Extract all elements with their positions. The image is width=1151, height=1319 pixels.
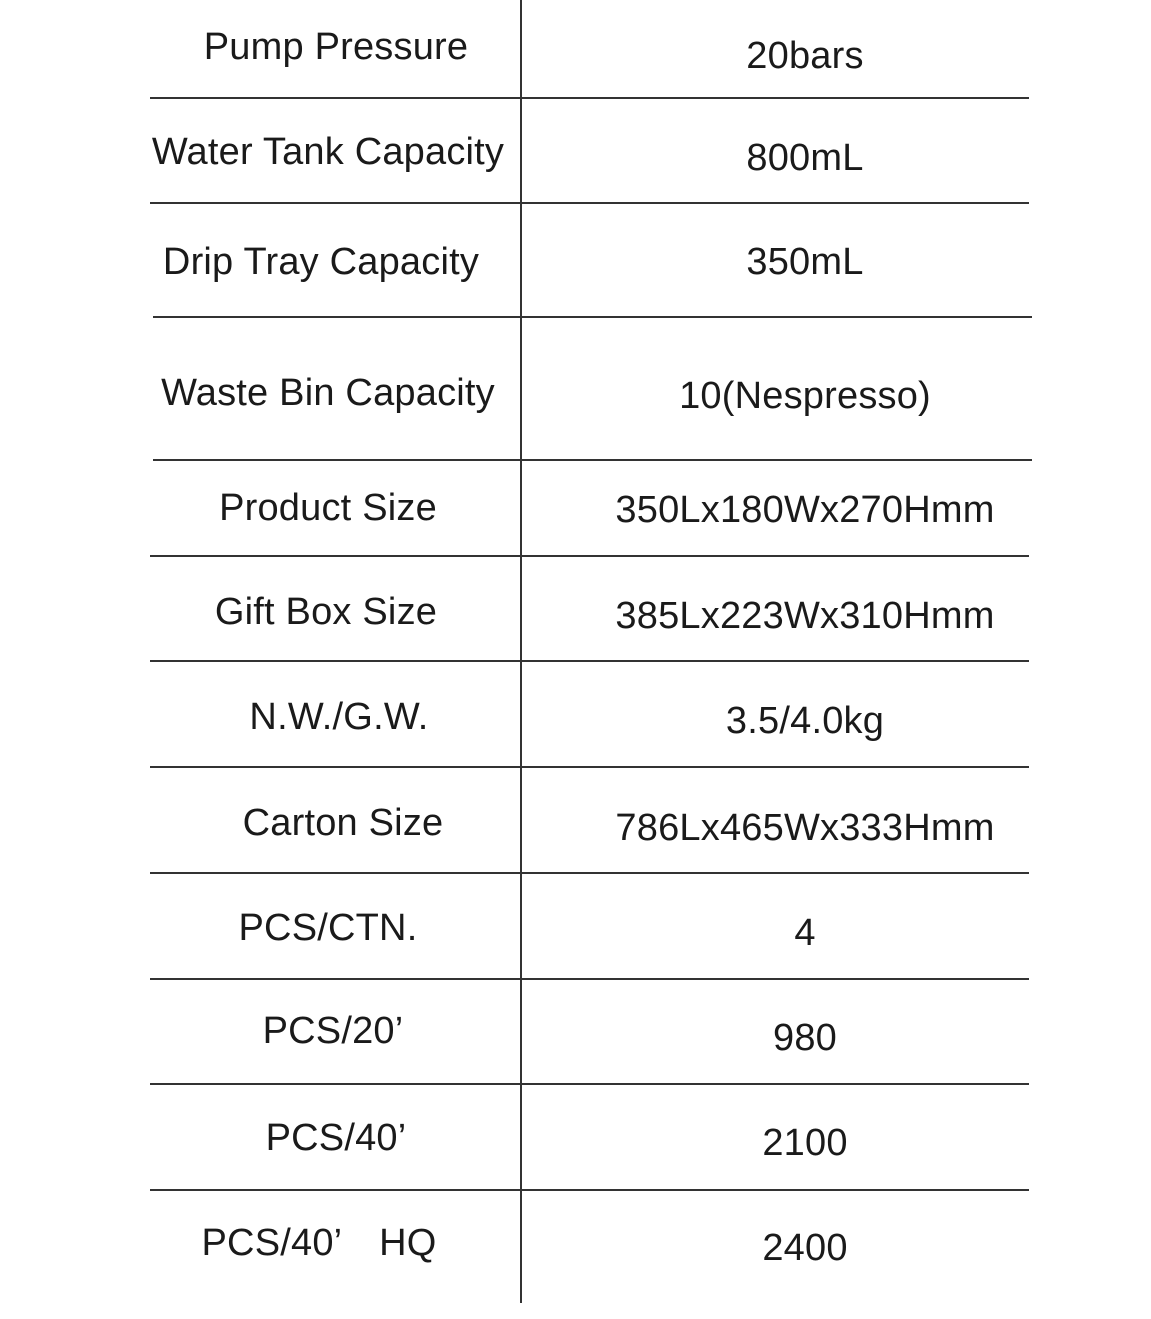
row-divider bbox=[153, 316, 1032, 318]
spec-label-pcs-40-hq: PCS/40’ HQ bbox=[201, 1222, 437, 1264]
spec-value-pump-pressure: 20bars bbox=[746, 35, 864, 77]
row-divider bbox=[150, 97, 1029, 99]
spec-label-drip-tray-capacity: Drip Tray Capacity bbox=[162, 241, 480, 283]
spec-label-nw-gw: N.W./G.W. bbox=[249, 696, 429, 738]
column-divider bbox=[520, 0, 522, 1303]
spec-value-pcs-40: 2100 bbox=[762, 1122, 848, 1164]
spec-value-drip-tray-capacity: 350mL bbox=[746, 241, 864, 283]
spec-label-product-size: Product Size bbox=[219, 487, 437, 529]
spec-label-carton-size: Carton Size bbox=[242, 802, 444, 844]
spec-value-nw-gw: 3.5/4.0kg bbox=[725, 700, 885, 742]
spec-label-pcs-20: PCS/20’ bbox=[262, 1010, 404, 1052]
spec-value-water-tank-capacity: 800mL bbox=[746, 137, 864, 179]
spec-label-gift-box-size: Gift Box Size bbox=[214, 591, 438, 633]
spec-value-carton-size: 786Lx465Wx333Hmm bbox=[615, 807, 995, 849]
spec-value-gift-box-size: 385Lx223Wx310Hmm bbox=[615, 595, 995, 637]
spec-value-product-size: 350Lx180Wx270Hmm bbox=[615, 489, 995, 531]
row-divider bbox=[150, 555, 1029, 557]
row-divider bbox=[150, 766, 1029, 768]
spec-label-pcs-ctn: PCS/CTN. bbox=[238, 907, 418, 949]
spec-value-pcs-20: 980 bbox=[772, 1017, 837, 1059]
row-divider bbox=[150, 978, 1029, 980]
spec-label-pump-pressure: Pump Pressure bbox=[203, 26, 469, 68]
spec-value-waste-bin-capacity: 10(Nespresso) bbox=[679, 375, 931, 417]
row-divider bbox=[150, 202, 1029, 204]
row-divider bbox=[153, 459, 1032, 461]
spec-value-pcs-ctn: 4 bbox=[794, 912, 816, 954]
row-divider bbox=[150, 872, 1029, 874]
row-divider bbox=[150, 1083, 1029, 1085]
spec-value-pcs-40-hq: 2400 bbox=[762, 1227, 848, 1269]
row-divider bbox=[150, 660, 1029, 662]
spec-label-pcs-40: PCS/40’ bbox=[265, 1117, 407, 1159]
spec-label-waste-bin-capacity: Waste Bin Capacity bbox=[161, 372, 495, 414]
row-divider bbox=[150, 1189, 1029, 1191]
spec-label-water-tank-capacity: Water Tank Capacity bbox=[151, 131, 505, 173]
